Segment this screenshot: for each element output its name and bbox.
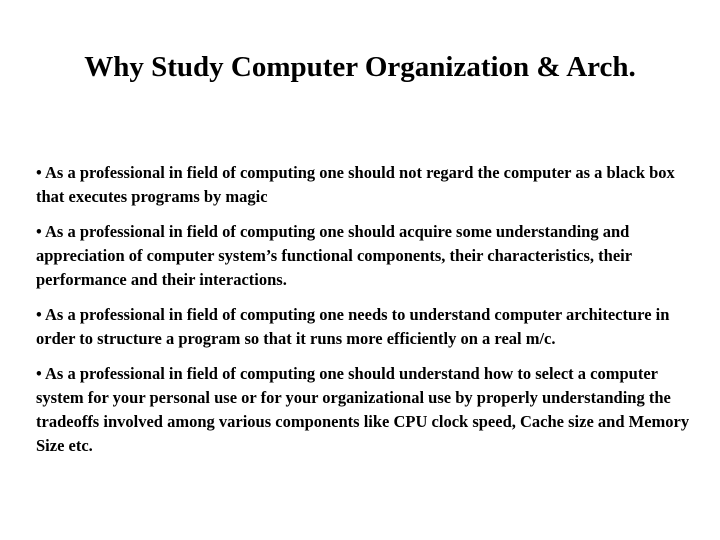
slide-title: Why Study Computer Organization & Arch. xyxy=(84,51,636,83)
bullet-list xyxy=(36,161,696,469)
bullet-item: • As a professional in field of computing one should acquire some understanding and appreciation of computer system’s functional components, their characteristics, their performance and their interactions. xyxy=(36,222,632,289)
bullet-item: • As a professional in field of computing one needs to understand computer architecture in order to structure a program so that it runs more efficiently on a real m/c. xyxy=(36,305,670,348)
bullet-item: • As a professional in field of computing one should not regard the computer as a black box that executes programs by magic xyxy=(36,163,675,206)
bullet-item: • As a professional in field of computing one should understand how to select a computer system for your personal use or for your organizational use by properly understanding the tradeoffs involved among various components like CPU clock speed, Cache size and Memory Size etc. xyxy=(36,364,690,455)
